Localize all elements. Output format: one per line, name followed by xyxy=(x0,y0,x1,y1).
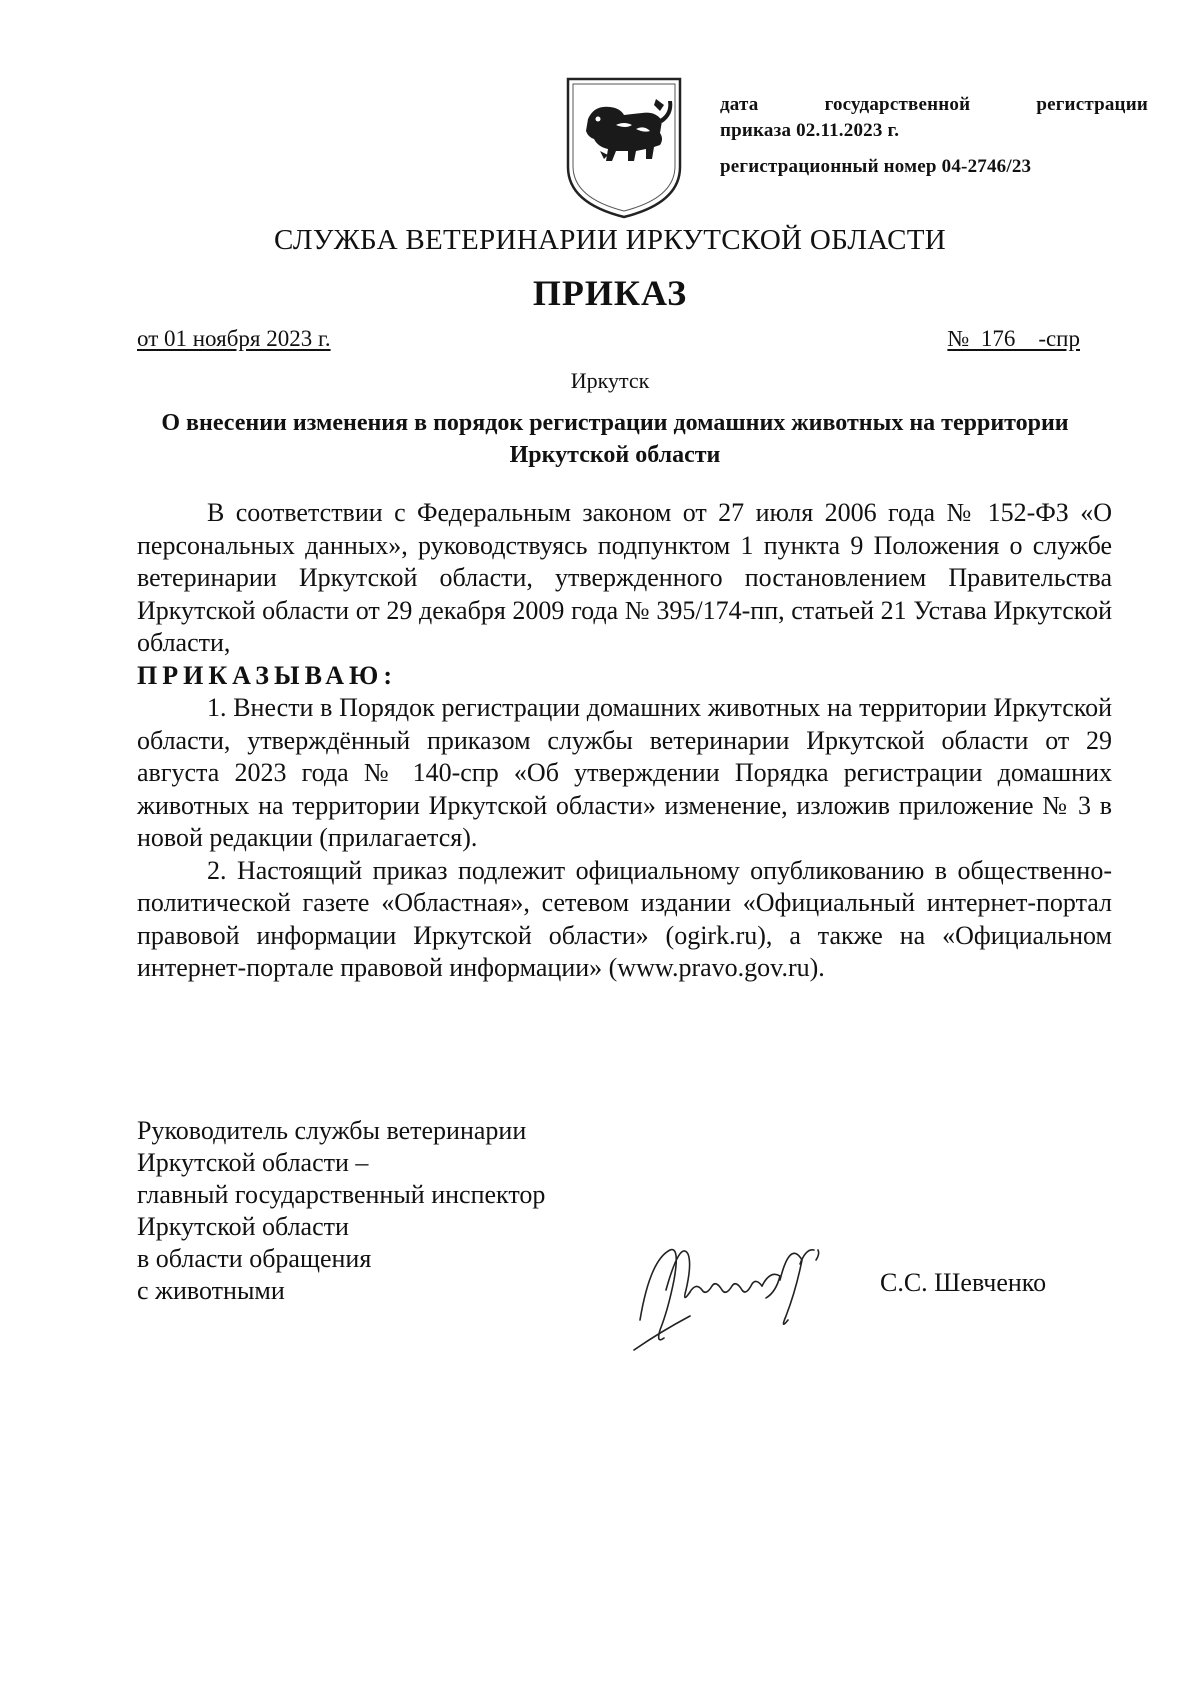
position-line: Иркутской области xyxy=(137,1212,349,1241)
order-word: ПРИКАЗЫВАЮ: xyxy=(137,660,397,690)
document-type: ПРИКАЗ xyxy=(532,273,688,313)
registration-line-1 xyxy=(720,92,1148,118)
order-item-2: 2. Настоящий приказ подлежит официальному опубликованию в общественно-политической газете «Областная», сетевом издании «Официальный интернет-портал правовой информации Иркутской области» (ogirk.ru), а также на «Официальном интернет-портале правовой информации» (www.pravo.gov.ru). xyxy=(137,855,1112,982)
position-line: в области обращения xyxy=(137,1244,372,1273)
registration-word: государственной xyxy=(824,94,971,115)
registration-word: дата xyxy=(720,94,759,115)
registration-note xyxy=(720,92,1148,180)
document-date: от 01 ноября 2023 г. xyxy=(137,326,331,351)
registration-date: приказа 02.11.2023 г. xyxy=(720,120,900,141)
document-number: № 176 -спр xyxy=(947,326,1080,351)
position-line: Руководитель службы ветеринарии xyxy=(137,1116,527,1145)
signatory-position xyxy=(137,1115,545,1307)
position-line: главный государственный инспектор xyxy=(137,1180,546,1209)
agency-name: СЛУЖБА ВЕТЕРИНАРИИ ИРКУТСКОЙ ОБЛАСТИ xyxy=(274,224,946,256)
document-body xyxy=(137,497,1112,985)
preamble-paragraph: В соответствии с Федеральным законом от 27 июля 2006 года № 152-ФЗ «О персональных данных», руководствуясь подпунктом 1 пункта 9 Положения о службе ветеринарии Иркутской области, утвержденного постановлением Правительства Иркутской области от 29 декабря 2009 года № 395/174-пп, статьей 21 Устава Иркутской области, xyxy=(137,498,1112,657)
registration-word: регистрации xyxy=(1036,94,1148,115)
signatory-name: С.С. Шевченко xyxy=(880,1268,1047,1297)
registration-number: регистрационный номер 04-2746/23 xyxy=(720,156,1032,177)
position-line: Иркутской области – xyxy=(137,1148,369,1177)
order-item-1: 1. Внести в Порядок регистрации домашних животных на территории Иркутской области, утверждённый приказом службы ветеринарии Иркутской области от 29 августа 2023 года № 140-спр «Об утверждении Порядка регистрации домашних животных на территории Иркутской области» изменение, изложив приложение № 3 в новой редакции (прилагается). xyxy=(137,693,1112,852)
document-title: О внесении изменения в порядок регистрации домашних животных на территории Иркутской области xyxy=(161,410,1069,468)
document-city: Иркутск xyxy=(570,368,650,393)
handwritten-signature xyxy=(630,1220,850,1360)
position-line: с животными xyxy=(137,1276,285,1305)
irkutsk-coat-of-arms-icon xyxy=(564,75,684,221)
